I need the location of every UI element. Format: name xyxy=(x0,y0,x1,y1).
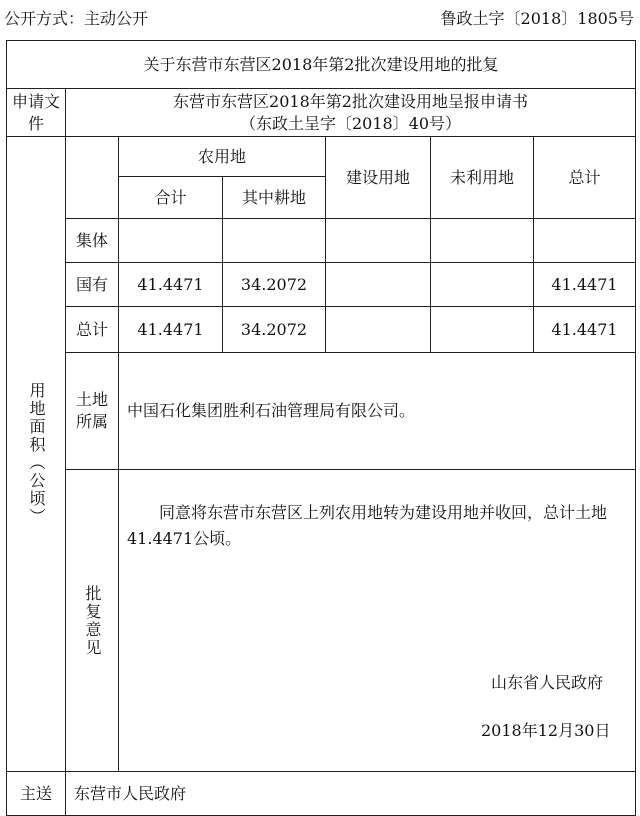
cell-total: 41.4471 xyxy=(534,307,636,353)
approval-label: 批复意见 xyxy=(83,584,102,657)
row-label-state: 国有 xyxy=(66,263,119,307)
col-arable: 其中耕地 xyxy=(223,177,326,219)
cell-subtotal: 41.4471 xyxy=(119,307,223,353)
approval-text: 同意将东营市东营区上列农用地转为建设用地并收回，总计土地41.4471公顷。 xyxy=(127,503,608,548)
cell-construction xyxy=(326,263,431,307)
cell-subtotal xyxy=(119,219,223,263)
cell-total xyxy=(534,219,636,263)
application-label: 申请文件 xyxy=(7,89,66,137)
cell-subtotal: 41.4471 xyxy=(119,263,223,307)
approval-label-cell xyxy=(66,470,119,772)
table-row xyxy=(7,263,636,307)
application-line1: 东营市东营区2018年第2批次建设用地呈报申请书 xyxy=(173,91,528,111)
issuer: 山东省人民政府 xyxy=(491,673,604,692)
cell-unused xyxy=(431,219,534,263)
cell-unused xyxy=(431,307,534,353)
cell-construction xyxy=(326,219,431,263)
row-label-collective: 集体 xyxy=(66,219,119,263)
application-file xyxy=(66,89,636,137)
send-to-value: 东营市人民政府 xyxy=(66,772,636,816)
approval-opinion xyxy=(119,470,636,772)
cell-construction xyxy=(326,307,431,353)
send-to-label: 主送 xyxy=(7,772,66,816)
cell-arable xyxy=(223,219,326,263)
approval-table xyxy=(6,40,636,816)
cell-arable: 34.2072 xyxy=(223,263,326,307)
cell-arable: 34.2072 xyxy=(223,307,326,353)
ownership-label-line2: 所属 xyxy=(75,412,108,431)
row-label-total: 总计 xyxy=(66,307,119,353)
document-number: 鲁政土字〔2018〕1805号 xyxy=(440,9,634,28)
cell-unused xyxy=(431,263,534,307)
ownership-label xyxy=(66,353,119,470)
col-unused: 未利用地 xyxy=(431,137,534,219)
col-farmland: 农用地 xyxy=(119,137,326,177)
land-area-side-text: 用地面积（公顷） xyxy=(27,382,46,526)
land-area-side-label xyxy=(7,137,66,772)
ownership-value: 中国石化集团胜利石油管理局有限公司。 xyxy=(119,353,636,470)
col-subtotal: 合计 xyxy=(119,177,223,219)
cell-total: 41.4471 xyxy=(534,263,636,307)
ownership-label-line1: 土地 xyxy=(75,390,108,409)
document-title: 关于东营市东营区2018年第2批次建设用地的批复 xyxy=(7,41,636,89)
empty-corner xyxy=(66,137,119,219)
table-row xyxy=(7,219,636,263)
application-line2: （东政土呈字〔2018〕40号） xyxy=(239,113,462,133)
table-row xyxy=(7,307,636,353)
approval-date: 2018年12月30日 xyxy=(481,721,611,740)
disclosure-mode: 公开方式：主动公开 xyxy=(4,9,149,28)
col-construction: 建设用地 xyxy=(326,137,431,219)
col-total: 总计 xyxy=(534,137,636,219)
